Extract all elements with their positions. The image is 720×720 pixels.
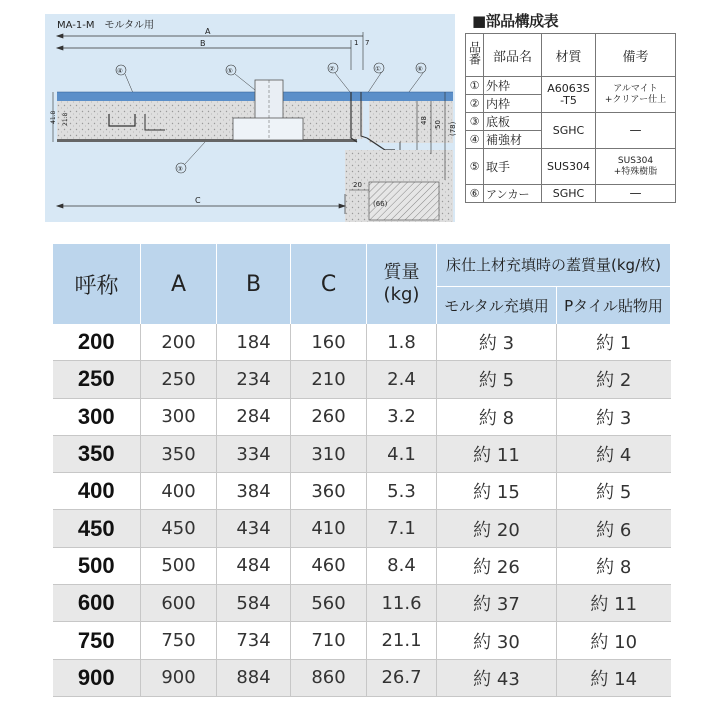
cross-section-drawing [45, 14, 455, 222]
cell-mortar: 約 30 [437, 622, 557, 659]
dim-label-48: 48 [420, 116, 428, 125]
cell-mortar: 約 37 [437, 585, 557, 622]
cell-c: 560 [291, 585, 367, 622]
cell-a: 900 [141, 659, 217, 696]
cell-a: 500 [141, 547, 217, 584]
header-mass-line: 質量 [383, 262, 420, 283]
parts-name: アンカー [484, 185, 542, 203]
dim-label-78: (78) [449, 121, 457, 136]
callout-5: ⑤ [227, 67, 233, 75]
cell-name: 600 [53, 585, 141, 622]
cell-name: 400 [53, 473, 141, 510]
cell-a: 400 [141, 473, 217, 510]
callout-4: ④ [117, 67, 123, 75]
header-c: C [291, 244, 367, 324]
parts-no: ③ [466, 113, 484, 131]
table-row [53, 585, 671, 622]
parts-name: 補強材 [484, 131, 542, 149]
parts-note-line: +クリアー仕上 [604, 94, 667, 105]
parts-note [596, 149, 676, 185]
parts-no: ⑥ [466, 185, 484, 203]
parts-material: SUS304 [542, 149, 596, 185]
cell-a: 450 [141, 510, 217, 547]
dim-label-21-8: 21.8 [62, 112, 69, 126]
cell-ptile: 約 4 [557, 435, 671, 472]
dim-label-20: 20 [353, 181, 362, 189]
cell-mortar: 約 20 [437, 510, 557, 547]
cell-c: 860 [291, 659, 367, 696]
table-row [53, 547, 671, 584]
cell-mass: 11.6 [367, 585, 437, 622]
dim-label-50: 50 [434, 120, 442, 129]
dim-label-41-8: 41.8 [50, 110, 57, 124]
dim-label-c: C [195, 196, 201, 205]
cell-c: 460 [291, 547, 367, 584]
cell-name: 500 [53, 547, 141, 584]
parts-name: 取手 [484, 149, 542, 185]
cell-b: 284 [217, 398, 291, 435]
parts-header-note: 備考 [596, 34, 676, 77]
header-name: 呼称 [53, 244, 141, 324]
header-b: B [217, 244, 291, 324]
dim-label-7: 7 [365, 39, 370, 47]
cell-mass: 2.4 [367, 361, 437, 398]
callout-2: ② [329, 65, 335, 73]
cell-b: 434 [217, 510, 291, 547]
cell-b: 734 [217, 622, 291, 659]
cell-name: 750 [53, 622, 141, 659]
parts-note-line: アルマイト [613, 83, 658, 94]
table-row [53, 324, 671, 361]
parts-note: — [596, 185, 676, 203]
cell-name: 250 [53, 361, 141, 398]
parts-material [542, 77, 596, 113]
cell-b: 184 [217, 324, 291, 361]
cell-ptile: 約 1 [596, 333, 632, 355]
cell-mortar: 約 26 [437, 547, 557, 584]
mortar-fill [57, 101, 363, 139]
parts-material-line: A6063S [547, 81, 590, 95]
cell-name: 200 [53, 324, 141, 361]
cell-ptile: 約 14 [557, 659, 671, 696]
table-row [53, 435, 671, 472]
parts-no: ④ [466, 131, 484, 149]
dim-label-b: B [200, 39, 206, 48]
callout-3: ③ [177, 165, 183, 173]
spec-table [52, 244, 671, 697]
cell-b: 884 [217, 659, 291, 696]
parts-note: — [596, 113, 676, 149]
table-row [53, 659, 671, 696]
cell-mass: 7.1 [367, 510, 437, 547]
cell-c: 360 [291, 473, 367, 510]
table-row [53, 398, 671, 435]
cell-ptile: 約 11 [557, 585, 671, 622]
cell-mass: 21.1 [367, 622, 437, 659]
cell-mortar: 約 43 [437, 659, 557, 696]
cell-ptile: 約 6 [557, 510, 671, 547]
cell-a: 750 [141, 622, 217, 659]
parts-no: ⑤ [466, 149, 484, 185]
header-mass-line: (kg) [383, 284, 420, 305]
table-row [53, 473, 671, 510]
cell-c: 210 [291, 361, 367, 398]
cell-name: 300 [53, 398, 141, 435]
header-mortar: モルタル充填用 [437, 286, 557, 324]
cell-mass: 1.8 [367, 324, 437, 361]
cell-mortar: 約 3 [437, 324, 557, 361]
cell-mass: 3.2 [367, 398, 437, 435]
cell-ptile: 約 5 [596, 482, 632, 504]
parts-material-line: -T5 [560, 93, 577, 107]
dim-label-a: A [205, 27, 211, 36]
header-ptile: Pタイル貼物用 [557, 286, 671, 324]
cell-ptile: 約 8 [596, 556, 632, 578]
cell-mortar: 約 8 [437, 398, 557, 435]
cell-c: 160 [291, 324, 367, 361]
cell-b: 484 [217, 547, 291, 584]
cell-b: 234 [217, 361, 291, 398]
cell-b: 384 [217, 473, 291, 510]
cell-mortar: 約 11 [437, 435, 557, 472]
parts-table [465, 33, 676, 203]
parts-header-name: 部品名 [484, 34, 542, 77]
cell-a: 250 [141, 361, 217, 398]
cell-mortar: 約 15 [437, 473, 557, 510]
cell-mass: 5.3 [367, 473, 437, 510]
cell-mass: 8.4 [367, 547, 437, 584]
cell-b: 584 [217, 585, 291, 622]
parts-name: 外枠 [484, 77, 542, 95]
base-plate [57, 139, 357, 142]
table-row [53, 510, 671, 547]
parts-header-material: 材質 [542, 34, 596, 77]
header-cover-mass: 床仕上材充填時の蓋質量(kg/枚) [437, 244, 671, 286]
cell-mass: 4.1 [367, 435, 437, 472]
cell-c: 310 [291, 435, 367, 472]
table-row [53, 361, 671, 398]
cell-ptile: 約 3 [596, 407, 632, 429]
dim-label-1: 1 [354, 39, 359, 47]
parts-name: 底板 [484, 113, 542, 131]
cell-name: 450 [53, 510, 141, 547]
cell-c: 410 [291, 510, 367, 547]
parts-material: SGHC [542, 113, 596, 149]
dim-label-66: (66) [373, 200, 388, 208]
drawing-title: MA-1-M モルタル用 [57, 20, 155, 31]
header-mass [367, 244, 437, 324]
cell-a: 600 [141, 585, 217, 622]
parts-material: SGHC [542, 185, 596, 203]
cell-c: 710 [291, 622, 367, 659]
cell-name: 350 [53, 435, 141, 472]
parts-name: 内枠 [484, 95, 542, 113]
cell-mass: 26.7 [367, 659, 437, 696]
parts-note-line: +特殊樹脂 [613, 166, 658, 177]
cell-b: 334 [217, 435, 291, 472]
callout-6: ⑥ [417, 65, 423, 73]
parts-note [596, 77, 676, 113]
header-a: A [141, 244, 217, 324]
cell-c: 260 [291, 398, 367, 435]
table-row [53, 622, 671, 659]
cell-mortar: 約 5 [437, 361, 557, 398]
cell-name: 900 [53, 659, 141, 696]
parts-table-title: ■部品構成表 [472, 12, 559, 30]
parts-no: ① [466, 77, 484, 95]
cell-a: 350 [141, 435, 217, 472]
parts-note-line: SUS304 [617, 155, 654, 166]
cell-ptile: 約 10 [590, 631, 638, 653]
cell-a: 300 [141, 398, 217, 435]
callout-1: ① [375, 65, 381, 73]
parts-header-no: 品番 [466, 34, 484, 77]
cell-ptile: 約 2 [557, 361, 671, 398]
parts-no: ② [466, 95, 484, 113]
cell-a: 200 [141, 324, 217, 361]
